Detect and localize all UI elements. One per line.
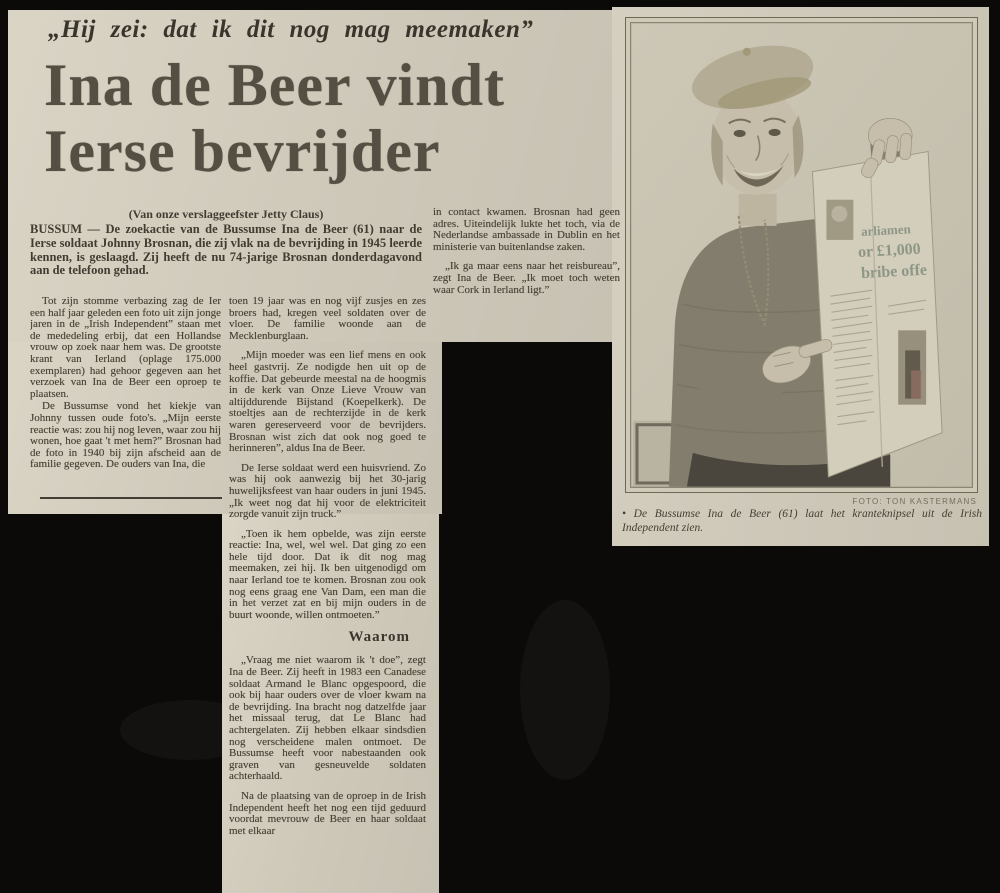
clipping-headline-line: bribe offe	[860, 261, 928, 283]
scan-smudge	[520, 600, 610, 780]
paragraph: De Bussumse vond het kiekje van Johnny tussen oude foto's. „Mijn eerste reactie was: zou hij nog leven, waar zou hij wonen, hoe gaat 't met hem?” Brosnan had de foto in 1940 bij zijn afscheid aan de familie gegeven. De ouders van Ina, die	[30, 400, 221, 471]
neck	[739, 194, 777, 226]
headline-line-2: Ierse bevrijder	[44, 118, 441, 184]
paragraph: Na de plaatsing van de oproep in de Irish Independent heeft het nog een tijd geduurd voordat mevrouw de Beer en haar soldaat met elkaar	[229, 789, 426, 837]
photo-caption: • De Bussumse Ina de Beer (61) laat het kranteknipsel uit de Irish Independent zien.	[622, 508, 982, 534]
clipping-headline-line: or £1,000	[857, 240, 922, 262]
subheading-waarom: Waarom	[348, 629, 410, 646]
photo-woman-with-clipping	[630, 22, 973, 488]
paragraph: „Mijn moeder was een lief mens en ook heel gastvrij. Ze nodigde hen uit op de koffie. Dat gebeurde meestal na de hoogmis in de kerk van Onze Lieve Vrouw van altijddurende Bijstand (Koepelkerk). De stoeltjes aan de rechterzijde in de kerk waren gereserveerd voor de bevrijders. Brosnan wist zich dat ook nog goed te herinneren”, aldus Ina de Beer.	[229, 349, 426, 455]
clipping-headline-line: arliamen	[860, 221, 912, 239]
headline-line-1: Ina de Beer vindt	[44, 52, 505, 118]
body-column-1	[30, 296, 221, 510]
paragraph: „Vraag me niet waarom ik 't doe”, zegt Ina de Beer. Zij heeft in 1983 een Canadese soldaat Armand le Blanc opgespoord, die ook bij haar ouders over de vloer kwam na de bevrijding. Ina bracht nog datzelfde jaar het missaal terug, dat Le Blanc had achtergelaten. Zij hebben elkaar sindsdien nog verscheidene malen ontmoet. De Bussumse heeft voor nabestaanden ook graven van gesneuvelde soldaten achterhaald.	[229, 654, 426, 783]
main-headline	[44, 52, 609, 184]
paragraph: Tot zijn stomme verbazing zag de Ier een half jaar geleden een foto uit zijn jonge jaren in de „Irish Independent” staan met de mededeling erbij, dat een Hollandse vrouw op zoek naar hem was. De grootste krant van Ierland (oplage 175.000 exemplaren) had gehoor gegeven aan het verzoek van Ina de Beer een oproep te plaatsen.	[30, 296, 221, 400]
held-clipping	[812, 152, 942, 477]
paragraph: in contact kwamen. Brosnan had geen adres. Uiteindelijk lukte het toch, via de Nederlandse ambassade in Dublin en het ministerie van buitenlandse zaken.	[433, 207, 620, 253]
column-divider-rule	[40, 497, 222, 499]
paragraph: „Toen ik hem opbelde, was zijn eerste reactie: Ina, wel, wel wel. Dat ging zo een hele tijd door. Dat ik dit nog mag meemaken, zei hij. Ik ben uitgenodigd om naar Ierland toe te komen. Brosnan zou ook nog eens graag ene Van Dam, een man die in het verzet zat en bij mijn ouders in de buurt woonde, willen ontmoeten.”	[229, 527, 426, 621]
photo-frame	[625, 17, 978, 493]
eye	[769, 129, 781, 136]
body-column-3	[433, 207, 620, 338]
body-column-2	[229, 296, 426, 883]
byline: (Van onze verslaggeefster Jetty Claus)	[128, 207, 324, 221]
photo-illustration	[631, 23, 972, 487]
paragraph: „Ik ga maar eens naar het reisbureau”, zegt Ina de Beer. „Ik moet toch weten waar Cork in Ierland ligt.”	[433, 260, 620, 296]
intro-paragraph: BUSSUM — De zoekactie van de Bussumse Ina de Beer (61) naar de Ierse soldaat Johnny Brosnan, die zij vlak na de bevrijding in 1945 leerde kennen, is geslaagd. Zij heeft de nu 74-jarige Brosnan donderdagavond aan de telefoon gehad.	[30, 222, 422, 278]
paragraph: toen 19 jaar was en nog vijf zusjes en zes broers had, kregen veel soldaten over de vloer. De familie woonde aan de Mecklenburglaan.	[229, 296, 426, 342]
paragraph: De Ierse soldaat werd een huisvriend. Zo was hij ook aanwezig bij het 30-jarig huwelijksfeest van haar ouders in juni 1945. „Ik weet nog dat hij voor de elektriciteit zorgde vanuit zijn truck.”	[229, 461, 426, 521]
kicker-quote: „Hij zei: dat ik dit nog mag meemaken”	[48, 16, 534, 43]
clipping-figure	[898, 330, 926, 404]
eye	[734, 130, 746, 137]
photo-credit: FOTO: TON KASTERMANS	[852, 497, 977, 506]
